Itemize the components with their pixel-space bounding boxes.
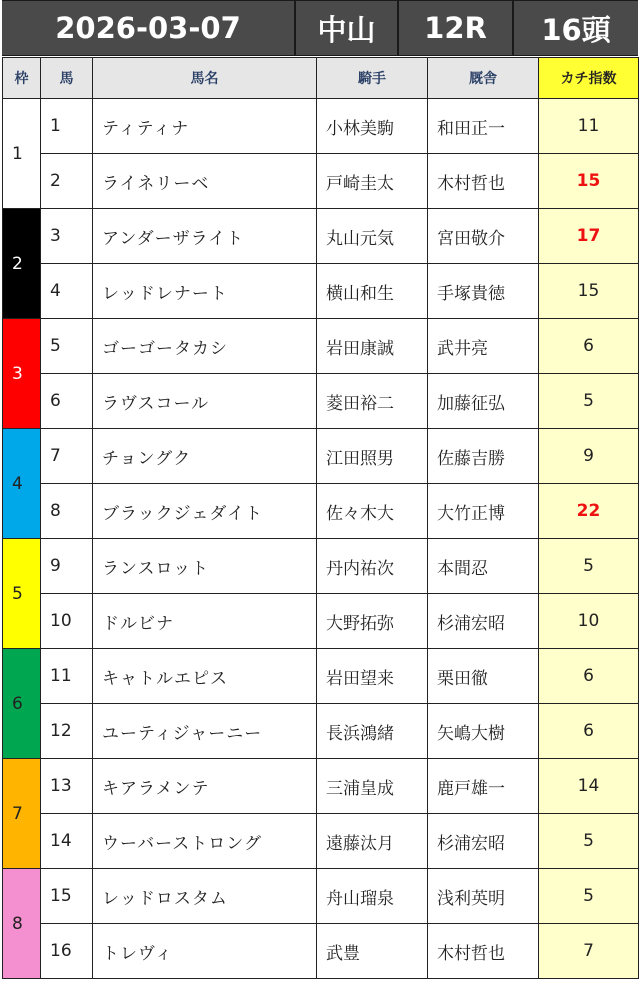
trainer-name: 栗田徹 [428,649,539,704]
horse-name: レッドレナート [93,264,317,319]
trainer-name: 大竹正博 [428,484,539,539]
kachi-score: 9 [539,429,639,484]
horse-name: ティティナ [93,99,317,154]
horse-number: 14 [41,814,93,869]
trainer-name: 宮田敬介 [428,209,539,264]
horse-name: ラヴスコール [93,374,317,429]
race-track: 中山 [296,1,397,55]
horse-name: キャトルエピス [93,649,317,704]
horse-number: 4 [41,264,93,319]
kachi-score: 7 [539,924,639,979]
horse-name: チョングク [93,429,317,484]
table-row [3,704,639,759]
kachi-score: 5 [539,374,639,429]
horse-number: 15 [41,869,93,924]
col-header-uma: 馬 [41,58,93,99]
trainer-name: 武井亮 [428,319,539,374]
table-row [3,594,639,649]
horse-name: ランスロット [93,539,317,594]
kachi-score: 15 [539,154,639,209]
horse-number: 5 [41,319,93,374]
col-header-score: カチ指数 [539,58,639,99]
table-row [3,539,639,594]
jockey-name: 横山和生 [317,264,428,319]
col-header-trainer: 厩舎 [428,58,539,99]
trainer-name: 杉浦宏昭 [428,594,539,649]
waku-cell: 7 [3,759,41,869]
col-header-name: 馬名 [93,58,317,99]
jockey-name: 佐々木大 [317,484,428,539]
kachi-score: 6 [539,319,639,374]
jockey-name: 菱田裕二 [317,374,428,429]
table-row [3,924,639,979]
horse-number: 2 [41,154,93,209]
horse-name: キアラメンテ [93,759,317,814]
jockey-name: 丹内祐次 [317,539,428,594]
table-header-row [3,58,639,99]
table-row [3,264,639,319]
table-row [3,209,639,264]
table-row [3,869,639,924]
horse-name: トレヴィ [93,924,317,979]
waku-cell: 3 [3,319,41,429]
jockey-name: 遠藤汰月 [317,814,428,869]
waku-cell: 4 [3,429,41,539]
horse-number: 16 [41,924,93,979]
entries-table [2,57,639,979]
kachi-score: 14 [539,759,639,814]
race-number: 12R [399,1,512,55]
horse-name: アンダーザライト [93,209,317,264]
trainer-name: 木村哲也 [428,924,539,979]
table-row [3,484,639,539]
col-header-waku: 枠 [3,58,41,99]
trainer-name: 矢嶋大樹 [428,704,539,759]
waku-cell: 5 [3,539,41,649]
col-header-jockey: 騎手 [317,58,428,99]
jockey-name: 岩田康誠 [317,319,428,374]
horse-number: 3 [41,209,93,264]
trainer-name: 加藤征弘 [428,374,539,429]
horse-number: 6 [41,374,93,429]
kachi-score: 15 [539,264,639,319]
kachi-score: 5 [539,539,639,594]
jockey-name: 小林美駒 [317,99,428,154]
horse-name: ドルビナ [93,594,317,649]
horse-name: ライネリーベ [93,154,317,209]
jockey-name: 武豊 [317,924,428,979]
jockey-name: 江田照男 [317,429,428,484]
horse-number: 7 [41,429,93,484]
trainer-name: 和田正一 [428,99,539,154]
horse-name: ユーティジャーニー [93,704,317,759]
horse-number: 9 [41,539,93,594]
waku-cell: 6 [3,649,41,759]
jockey-name: 舟山瑠泉 [317,869,428,924]
waku-cell: 8 [3,869,41,979]
kachi-score: 6 [539,704,639,759]
horse-name: レッドロスタム [93,869,317,924]
table-row [3,99,639,154]
kachi-score: 10 [539,594,639,649]
table-row [3,154,639,209]
table-row [3,814,639,869]
trainer-name: 木村哲也 [428,154,539,209]
table-row [3,319,639,374]
kachi-score: 17 [539,209,639,264]
table-row [3,374,639,429]
kachi-score: 11 [539,99,639,154]
race-header [2,0,638,56]
jockey-name: 大野拓弥 [317,594,428,649]
kachi-score: 5 [539,814,639,869]
waku-cell: 2 [3,209,41,319]
horse-name: ブラックジェダイト [93,484,317,539]
trainer-name: 鹿戸雄一 [428,759,539,814]
table-row [3,429,639,484]
horse-number: 11 [41,649,93,704]
jockey-name: 三浦皇成 [317,759,428,814]
trainer-name: 杉浦宏昭 [428,814,539,869]
trainer-name: 本間忍 [428,539,539,594]
horse-number: 13 [41,759,93,814]
race-date: 2026-03-07 [2,1,294,55]
kachi-score: 22 [539,484,639,539]
entries-body [3,99,639,979]
runner-count: 16頭 [514,1,638,55]
jockey-name: 岩田望来 [317,649,428,704]
table-row [3,649,639,704]
kachi-score: 6 [539,649,639,704]
table-row [3,759,639,814]
horse-name: ゴーゴータカシ [93,319,317,374]
horse-name: ウーバーストロング [93,814,317,869]
kachi-score: 5 [539,869,639,924]
horse-number: 8 [41,484,93,539]
horse-number: 10 [41,594,93,649]
trainer-name: 手塚貴徳 [428,264,539,319]
horse-number: 1 [41,99,93,154]
waku-cell: 1 [3,99,41,209]
trainer-name: 佐藤吉勝 [428,429,539,484]
jockey-name: 戸崎圭太 [317,154,428,209]
jockey-name: 丸山元気 [317,209,428,264]
jockey-name: 長浜鴻緒 [317,704,428,759]
horse-number: 12 [41,704,93,759]
trainer-name: 浅利英明 [428,869,539,924]
